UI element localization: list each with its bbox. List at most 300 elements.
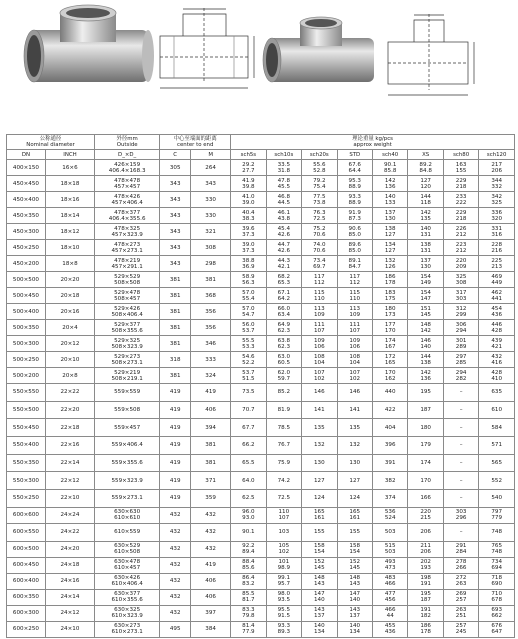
cell-outside-diameter: 478×219 457×291.1 (95, 256, 160, 272)
cell-inch: 24×16 (45, 573, 94, 589)
cell-weight-sch10s: 81.9 (266, 401, 301, 419)
table-row (7, 621, 515, 637)
cell-weight-sch40: 422 (372, 401, 407, 419)
cell-weight-std: 143 137 (337, 605, 372, 621)
cell-weight-xs: 206 (408, 523, 443, 541)
cell-c: 419 (160, 437, 191, 455)
cell-dn: 600×500 (7, 541, 46, 557)
cell-outside-diameter: 529×529 508×508 (95, 272, 160, 288)
cell-weight-xs: 195 (408, 384, 443, 402)
cell-dn: 550×400 (7, 437, 46, 455)
table-row (7, 192, 515, 208)
cell-weight-sch80: – (443, 490, 478, 508)
cell-dn: 550×450 (7, 419, 46, 437)
cell-inch: 18×16 (45, 192, 94, 208)
cell-c: 343 (160, 240, 191, 256)
table-row (7, 523, 515, 541)
cell-weight-xs: 179 (408, 437, 443, 455)
cell-weight-sch20s: 141 (302, 401, 337, 419)
cell-weight-sch120: 336 320 (479, 208, 515, 224)
cell-m: 330 (191, 208, 231, 224)
cell-weight-sch20s: 146 (302, 384, 337, 402)
cell-m: 356 (191, 304, 231, 320)
cell-dn: 450×350 (7, 208, 46, 224)
cell-c: 432 (160, 557, 191, 573)
cell-outside-diameter: 529×377 508×355.6 (95, 320, 160, 336)
cell-weight-sch120: 676 647 (479, 621, 515, 637)
tee-drawing-2 (388, 14, 474, 95)
cell-c: 419 (160, 490, 191, 508)
cell-weight-sch80: – (443, 454, 478, 472)
cell-weight-sch20s: 135 (302, 419, 337, 437)
table-row (7, 541, 515, 557)
cell-weight-sch5s: 73.5 (231, 384, 266, 402)
col-xs: XS (408, 150, 443, 160)
cell-weight-sch20s: 73.4 69.7 (302, 256, 337, 272)
cell-weight-sch10s: 45.4 42.6 (266, 224, 301, 240)
cell-weight-sch40: 140 133 (372, 192, 407, 208)
cell-weight-sch5s: 53.7 51.5 (231, 368, 266, 384)
cell-weight-sch80: 297 285 (443, 352, 478, 368)
cell-outside-diameter: 559×508 (95, 401, 160, 419)
approx-weight-en: approx weight (353, 142, 392, 148)
cell-weight-sch40: 374 (372, 490, 407, 508)
table-row (7, 454, 515, 472)
cell-c: 343 (160, 224, 191, 240)
cell-weight-sch5s: 85.5 81.7 (231, 589, 266, 605)
cell-weight-sch10s: 63.0 60.5 (266, 352, 301, 368)
cell-m: 394 (191, 419, 231, 437)
cell-dn: 550×500 (7, 401, 46, 419)
cell-weight-sch20s: 109 106 (302, 336, 337, 352)
cell-m: 432 (191, 541, 231, 557)
cell-weight-sch120: 710 678 (479, 589, 515, 605)
table-row (7, 437, 515, 455)
cell-weight-xs: 187 (408, 401, 443, 419)
cell-weight-sch10s: 63.8 62.3 (266, 336, 301, 352)
cell-dn: 450×200 (7, 256, 46, 272)
cell-weight-sch10s: 76.7 (266, 437, 301, 455)
cell-m: 406 (191, 589, 231, 605)
cell-c: 432 (160, 605, 191, 621)
cell-weight-sch40: 142 136 (372, 176, 407, 192)
cell-dn: 600×350 (7, 589, 46, 605)
cell-weight-xs: 127 120 (408, 176, 443, 192)
table-row (7, 320, 515, 336)
cell-dn: 600×600 (7, 507, 46, 523)
cell-weight-xs: 195 187 (408, 589, 443, 605)
cell-weight-std: 108 104 (337, 352, 372, 368)
cell-outside-diameter: 559×355.6 (95, 454, 160, 472)
cell-weight-sch120: 540 (479, 490, 515, 508)
cell-weight-std: 109 106 (337, 336, 372, 352)
cell-weight-std: 95.3 88.9 (337, 176, 372, 192)
cell-inch: 18×18 (45, 176, 94, 192)
cell-weight-sch20s: 75.2 70.6 (302, 224, 337, 240)
cell-c: 419 (160, 419, 191, 437)
cell-weight-xs: 211 206 (408, 541, 443, 557)
cell-dn: 500×250 (7, 352, 46, 368)
cell-inch: 20×18 (45, 288, 94, 304)
cell-weight-sch40: 382 (372, 472, 407, 490)
cell-weight-sch40: 536 524 (372, 507, 407, 523)
nominal-diameter-en: Nominal diameter (26, 142, 75, 148)
cell-m: 397 (191, 605, 231, 621)
cell-dn: 450×400 (7, 192, 46, 208)
cell-inch: 20×12 (45, 336, 94, 352)
cell-inch: 20×8 (45, 368, 94, 384)
center-to-end-en: center to end (177, 142, 214, 148)
table-row (7, 272, 515, 288)
cell-m: 324 (191, 368, 231, 384)
cell-weight-sch10s: 67.1 64.2 (266, 288, 301, 304)
cell-c: 381 (160, 272, 191, 288)
cell-weight-sch5s: 56.0 53.7 (231, 320, 266, 336)
cell-weight-sch5s: 41.9 39.8 (231, 176, 266, 192)
cell-weight-sch10s: 93.3 89.3 (266, 621, 301, 637)
cell-outside-diameter: 630×529 610×508 (95, 541, 160, 557)
cell-m: 381 (191, 454, 231, 472)
cell-weight-std: 135 (337, 419, 372, 437)
cell-weight-sch40: 493 473 (372, 557, 407, 573)
cell-weight-sch120: 428 410 (479, 368, 515, 384)
cell-c: 419 (160, 472, 191, 490)
cell-weight-sch80: 325 308 (443, 272, 478, 288)
cell-weight-xs: 180 (408, 419, 443, 437)
cell-weight-sch5s: 40.4 38.3 (231, 208, 266, 224)
cell-dn: 500×450 (7, 288, 46, 304)
cell-weight-sch5s: 70.7 (231, 401, 266, 419)
cell-weight-sch10s: 64.9 62.3 (266, 320, 301, 336)
cell-weight-sch120: 344 332 (479, 176, 515, 192)
cell-weight-sch5s: 38.8 36.9 (231, 256, 266, 272)
cell-c: 432 (160, 507, 191, 523)
cell-weight-sch120: 765 748 (479, 541, 515, 557)
cell-outside-diameter: 630×478 610×457 (95, 557, 160, 573)
cell-inch: 22×14 (45, 454, 94, 472)
cell-m: 298 (191, 256, 231, 272)
cell-weight-sch80: 272 263 (443, 573, 478, 589)
cell-outside-diameter: 478×426 457×406.4 (95, 192, 160, 208)
cell-weight-sch10s: 98.0 93.5 (266, 589, 301, 605)
cell-weight-sch40: 404 (372, 419, 407, 437)
cell-weight-xs: 137 130 (408, 256, 443, 272)
cell-weight-sch40: 483 466 (372, 573, 407, 589)
cell-weight-sch120: 462 441 (479, 288, 515, 304)
table-row (7, 304, 515, 320)
cell-inch: 18×14 (45, 208, 94, 224)
cell-inch: 22×22 (45, 384, 94, 402)
cell-c: 343 (160, 208, 191, 224)
cell-weight-xs: 166 (408, 490, 443, 508)
cell-weight-sch5s: 54.6 52.2 (231, 352, 266, 368)
cell-weight-sch20s: 127 (302, 472, 337, 490)
cell-m: 343 (191, 176, 231, 192)
cell-weight-sch40: 396 (372, 437, 407, 455)
col-sch5s: sch5s (231, 150, 266, 160)
cell-inch: 16×6 (45, 160, 94, 176)
cell-inch: 22×10 (45, 490, 94, 508)
cell-m: 381 (191, 272, 231, 288)
cell-weight-sch80: – (443, 419, 478, 437)
cell-outside-diameter: 559×457 (95, 419, 160, 437)
cell-outside-diameter: 426×159 406.4×168.3 (95, 160, 160, 176)
cell-dn: 550×300 (7, 472, 46, 490)
cell-outside-diameter: 630×630 610×610 (95, 507, 160, 523)
cell-weight-sch120: 432 416 (479, 352, 515, 368)
cell-c: 343 (160, 256, 191, 272)
table-row (7, 605, 515, 621)
col-c: C (160, 150, 191, 160)
cell-weight-sch120: 693 662 (479, 605, 515, 621)
cell-outside-diameter: 478×377 406.4×355.6 (95, 208, 160, 224)
col-std: STD (337, 150, 372, 160)
cell-weight-sch20s: 165 161 (302, 507, 337, 523)
cell-outside-diameter: 559×406.4 (95, 437, 160, 455)
cell-outside-diameter: 630×377 610×355.6 (95, 589, 160, 605)
cell-weight-sch20s: 74.0 70.6 (302, 240, 337, 256)
cell-weight-sch20s: 79.2 75.4 (302, 176, 337, 192)
cell-weight-sch20s: 55.6 52.8 (302, 160, 337, 176)
cell-weight-sch10s: 101 98.9 (266, 557, 301, 573)
cell-weight-sch20s: 77.5 73.8 (302, 192, 337, 208)
cell-weight-sch120: 718 690 (479, 573, 515, 589)
cell-weight-xs: 154 149 (408, 272, 443, 288)
cell-c: 495 (160, 621, 191, 637)
cell-weight-sch10s: 99.1 95.7 (266, 573, 301, 589)
cell-weight-std: 89.6 85.0 (337, 240, 372, 256)
cell-dn: 500×300 (7, 336, 46, 352)
cell-weight-sch10s: 68.2 65.3 (266, 272, 301, 288)
cell-weight-sch80: – (443, 472, 478, 490)
cell-outside-diameter: 559×273.1 (95, 490, 160, 508)
cell-weight-sch20s: 147 140 (302, 589, 337, 605)
cell-weight-sch40: 440 (372, 384, 407, 402)
cell-m: 321 (191, 224, 231, 240)
tee-photo-1 (24, 5, 154, 82)
cell-weight-sch40: 515 503 (372, 541, 407, 557)
cell-weight-sch120: 635 (479, 384, 515, 402)
cell-outside-diameter: 529×219 508×219.1 (95, 368, 160, 384)
cell-weight-std: 124 (337, 490, 372, 508)
cell-dn: 550×250 (7, 490, 46, 508)
cell-weight-sch80: 269 257 (443, 589, 478, 605)
cell-inch: 24×10 (45, 621, 94, 637)
cell-weight-xs: 146 140 (408, 336, 443, 352)
cell-weight-sch80: 306 294 (443, 320, 478, 336)
cell-weight-sch40: 177 170 (372, 320, 407, 336)
cell-weight-sch80: – (443, 384, 478, 402)
cell-c: 432 (160, 541, 191, 557)
table-row (7, 419, 515, 437)
cell-weight-sch10s: 46.1 43.8 (266, 208, 301, 224)
cell-m: 406 (191, 573, 231, 589)
col-dn: DN (7, 150, 46, 160)
cell-weight-sch80: 226 212 (443, 224, 478, 240)
cell-weight-xs: 144 118 (408, 192, 443, 208)
cell-weight-std: 158 154 (337, 541, 372, 557)
cell-weight-xs: 186 178 (408, 621, 443, 637)
cell-weight-sch20s: 130 (302, 454, 337, 472)
cell-c: 305 (160, 160, 191, 176)
cell-weight-sch40: 180 173 (372, 304, 407, 320)
cell-weight-sch40: 503 (372, 523, 407, 541)
cell-c: 419 (160, 454, 191, 472)
cell-m: 419 (191, 557, 231, 573)
table-body (7, 160, 515, 638)
table-row (7, 490, 515, 508)
cell-m: 381 (191, 437, 231, 455)
cell-weight-sch120: 454 436 (479, 304, 515, 320)
cell-outside-diameter: 529×273 508×273.1 (95, 352, 160, 368)
cell-weight-sch5s: 39.6 37.3 (231, 224, 266, 240)
cell-weight-sch10s: 85.2 (266, 384, 301, 402)
cell-inch: 18×8 (45, 256, 94, 272)
cell-weight-sch5s: 29.2 27.7 (231, 160, 266, 176)
cell-weight-sch120: 552 (479, 472, 515, 490)
cell-weight-sch5s: 66.2 (231, 437, 266, 455)
cell-c: 381 (160, 336, 191, 352)
cell-weight-xs: 148 142 (408, 320, 443, 336)
col-sch40: sch40 (372, 150, 407, 160)
cell-weight-sch120: 439 421 (479, 336, 515, 352)
cell-m: 264 (191, 160, 231, 176)
cell-c: 381 (160, 288, 191, 304)
cell-weight-sch120: 446 428 (479, 320, 515, 336)
cell-m: 406 (191, 401, 231, 419)
cell-c: 432 (160, 573, 191, 589)
cell-weight-sch120: 734 694 (479, 557, 515, 573)
cell-dn: 600×550 (7, 523, 46, 541)
cell-weight-std: 93.3 88.9 (337, 192, 372, 208)
cell-weight-std: 165 161 (337, 507, 372, 523)
cell-weight-sch80: 312 299 (443, 304, 478, 320)
cell-weight-xs: 220 215 (408, 507, 443, 523)
cell-weight-sch120: 228 216 (479, 240, 515, 256)
cell-weight-sch5s: 55.5 53.3 (231, 336, 266, 352)
cell-dn: 500×350 (7, 320, 46, 336)
tee-drawing-1 (160, 8, 254, 88)
center-to-end-cn: 中心至端面的距离 (173, 136, 217, 142)
cell-weight-sch120: 565 (479, 454, 515, 472)
cell-weight-sch10s: 74.2 (266, 472, 301, 490)
cell-weight-std: 141 (337, 401, 372, 419)
cell-weight-sch5s: 96.0 93.0 (231, 507, 266, 523)
cell-weight-sch40: 466 44 (372, 605, 407, 621)
cell-outside-diameter: 610×559 (95, 523, 160, 541)
cell-weight-sch10s: 47.8 45.5 (266, 176, 301, 192)
col-sch20s: sch20s (302, 150, 337, 160)
col-sch10s: sch10s (266, 150, 301, 160)
table-row (7, 176, 515, 192)
cell-weight-std: 91.9 87.3 (337, 208, 372, 224)
cell-weight-std: 113 109 (337, 304, 372, 320)
cell-outside-diameter: 529×478 508×457 (95, 288, 160, 304)
cell-m: 371 (191, 472, 231, 490)
cell-dn: 500×400 (7, 304, 46, 320)
cell-weight-std: 89.1 84.7 (337, 256, 372, 272)
cell-weight-xs: 138 131 (408, 240, 443, 256)
cell-weight-sch80: 257 245 (443, 621, 478, 637)
cell-weight-sch5s: 88.4 85.6 (231, 557, 266, 573)
cell-c: 381 (160, 368, 191, 384)
cell-weight-sch80: 233 222 (443, 192, 478, 208)
table-row (7, 240, 515, 256)
cell-weight-sch5s: 86.4 83.2 (231, 573, 266, 589)
outside-header (95, 135, 160, 150)
cell-c: 419 (160, 384, 191, 402)
outside-en: Outside (116, 142, 138, 148)
cell-weight-sch20s: 107 102 (302, 368, 337, 384)
cell-weight-sch80: 301 289 (443, 336, 478, 352)
nominal-diameter-cn: 公称通径 (39, 136, 62, 142)
cell-dn: 400×150 (7, 160, 46, 176)
cell-weight-xs: 154 147 (408, 288, 443, 304)
cell-weight-sch10s: 110 107 (266, 507, 301, 523)
cell-outside-diameter: 630×426 610×406.4 (95, 573, 160, 589)
cell-outside-diameter: 478×325 457×323.9 (95, 224, 160, 240)
cell-weight-sch5s: 58.9 56.3 (231, 272, 266, 288)
table-column-headers (7, 150, 515, 160)
table-row (7, 401, 515, 419)
cell-dn: 600×300 (7, 605, 46, 621)
table-header-group (7, 135, 515, 150)
table-row (7, 472, 515, 490)
approx-weight-header (231, 135, 515, 150)
cell-weight-xs: 198 191 (408, 573, 443, 589)
cell-weight-std: 67.6 64.4 (337, 160, 372, 176)
table-row (7, 256, 515, 272)
cell-c: 432 (160, 589, 191, 605)
cell-dn: 550×550 (7, 384, 46, 402)
cell-weight-sch20s: 124 (302, 490, 337, 508)
cell-weight-std: 147 140 (337, 589, 372, 605)
cell-dn: 600×400 (7, 573, 46, 589)
cell-c: 381 (160, 320, 191, 336)
cell-inch: 20×16 (45, 304, 94, 320)
col-sch120: sch120 (479, 150, 515, 160)
cell-weight-std: 152 145 (337, 557, 372, 573)
outside-cn: 外径mm (116, 136, 138, 142)
center-to-end-header (160, 135, 231, 150)
cell-weight-sch120: 610 (479, 401, 515, 419)
table-row (7, 336, 515, 352)
cell-weight-sch40: 170 162 (372, 368, 407, 384)
cell-weight-std: 90.6 85.0 (337, 224, 372, 240)
table-row (7, 288, 515, 304)
cell-weight-xs: 174 (408, 454, 443, 472)
table-row (7, 368, 515, 384)
table-row (7, 160, 515, 176)
cell-weight-std: 148 143 (337, 573, 372, 589)
cell-outside-diameter: 478×478 457×457 (95, 176, 160, 192)
cell-inch: 18×12 (45, 224, 94, 240)
cell-weight-sch20s: 111 107 (302, 320, 337, 336)
cell-weight-std: 111 107 (337, 320, 372, 336)
cell-weight-sch80: 294 282 (443, 368, 478, 384)
col-m: M (191, 150, 231, 160)
cell-weight-sch40: 455 436 (372, 621, 407, 637)
cell-weight-xs: 151 145 (408, 304, 443, 320)
cell-inch: 24×24 (45, 507, 94, 523)
cell-weight-sch20s: 155 (302, 523, 337, 541)
cell-inch: 22×20 (45, 401, 94, 419)
cell-weight-sch10s: 62.0 59.7 (266, 368, 301, 384)
cell-weight-sch20s: 140 134 (302, 621, 337, 637)
cell-weight-sch5s: 92.2 89.4 (231, 541, 266, 557)
cell-m: 368 (191, 288, 231, 304)
table-row (7, 384, 515, 402)
